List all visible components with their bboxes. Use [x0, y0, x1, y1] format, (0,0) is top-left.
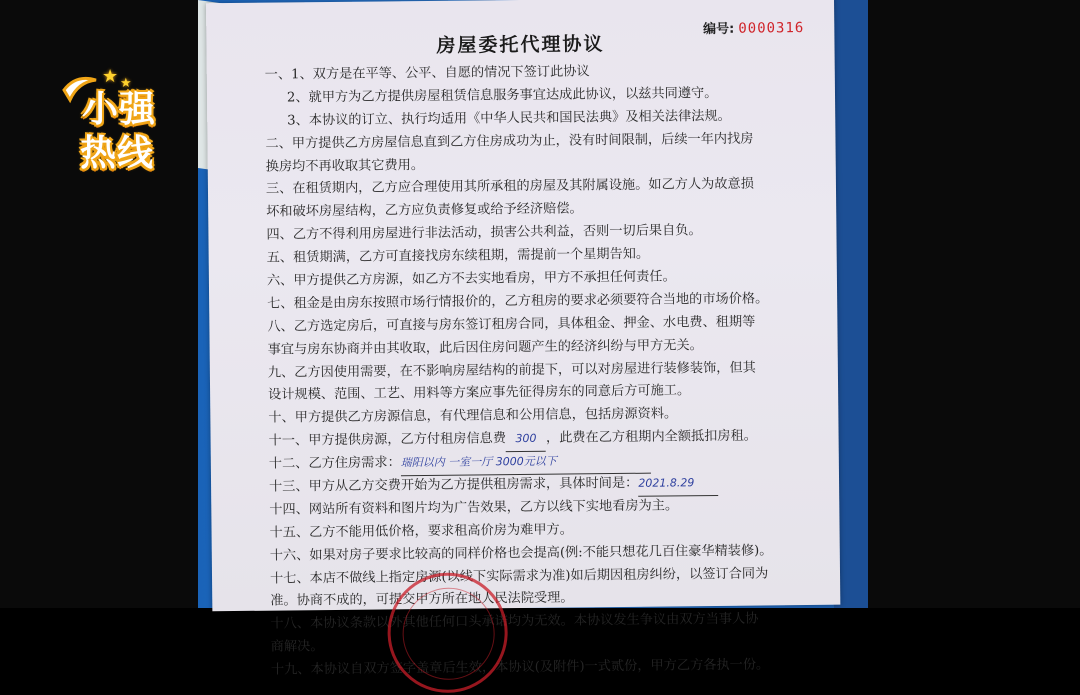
- star-icon: ★: [102, 66, 119, 87]
- clause-line: 2、就甲方为乙方提供房屋租赁信息服务事宜达成此协议，以兹共同遵守。: [286, 85, 718, 106]
- clause-line: 九、乙方因使用需要，在不影响房屋结构的前提下，可以对房屋进行装修装饰，但其: [267, 360, 756, 381]
- clause-line: 十八、本协议条款以外其他任何口头承诺均为无效。本协议发生争议由双方当事人协: [270, 611, 759, 633]
- clause-line: 十六、如果对房子要求比较高的同样价格也会提高(例:不能只想花几百住豪华精装修)。: [269, 543, 773, 564]
- clause-line: 十四、网站所有资料和图片均为广告效果，乙方以线下实地看房为主。: [269, 498, 679, 518]
- handwritten-requirement: 瑞阳以内 一室一厅 3000元以下: [401, 450, 651, 477]
- document-number-label: 编号:: [703, 21, 735, 38]
- clause-list: [265, 59, 816, 683]
- clause-line: 准。协商不成的，可提交甲方所在地人民法院受理。: [270, 590, 574, 610]
- clause-line: 十五、乙方不能用低价格，要求租高价房为难甲方。: [269, 522, 573, 541]
- clause-line: 十七、本店不做线上指定房源(以线下实际需求为准)如后期因租房纠纷，以签订合同为: [269, 566, 769, 587]
- clause-line: 七、租金是由房东按照市场行情报价的，乙方租房的要求必须要符合当地的市场价格。: [267, 291, 769, 312]
- time-clause-text: 十三、甲方从乙方交费开始为乙方提供租房需求，具体时间是：: [269, 475, 639, 495]
- clause-line: 设计规模、范围、工艺、用料等方案应事先征得房东的同意后方可施工。: [268, 383, 691, 404]
- logo-text-top: 小强: [82, 89, 157, 130]
- clause-line: 事宜与房东协商并由其收取，此后因住房问题产生的经济纠纷与甲方无关。: [267, 337, 703, 358]
- clause-line: 换房均不再收取其它费用。: [265, 157, 425, 175]
- red-seal-stamp: [387, 572, 508, 693]
- star-icon: ★: [120, 76, 132, 91]
- clause-line: 八、乙方选定房后，可直接与房东签订租房合同，具体租金、押金、水电费、租期等: [267, 314, 756, 335]
- handwritten-date: 2021.8.29: [638, 472, 718, 497]
- clause-line: 六、甲方提供乙方房源，如乙方不去实地看房，甲方不承担任何责任。: [266, 269, 676, 289]
- clause-line: 十、甲方提供乙方房源信息，有代理信息和公用信息，包括房源资料。: [268, 406, 678, 427]
- clause-line: 商解决。: [270, 639, 324, 655]
- requirement-clause-text: 十二、乙方住房需求：: [268, 455, 401, 472]
- red-seal-inner-ring: [402, 587, 495, 680]
- channel-logo: [52, 64, 170, 182]
- document-title: 房屋委托代理协议: [436, 33, 605, 57]
- clause-line: 五、租赁期满，乙方可直接找房东续租期，需提前一个星期告知。: [266, 246, 650, 266]
- fee-clause-text: 十一、甲方提供房源，乙方付租房信息费: [268, 431, 507, 449]
- clause-line: 二、甲方提供乙方房屋信息直到乙方住房成功为止，没有时间限制，后续一年内找房: [265, 131, 754, 152]
- clause-line: 四、乙方不得利用房屋进行非法活动，损害公共利益，否则一切后果自负。: [266, 223, 702, 243]
- clause-line: 3、本协议的订立、执行均适用《中华人民共和国民法典》及相关法律法规。: [287, 108, 731, 129]
- agreement-document: [206, 0, 840, 678]
- logo-text-bottom: 热线: [80, 133, 155, 174]
- document-number-value: 0000316: [738, 20, 805, 37]
- clause-line: 十九、本协议自双方签字盖章后生效，本协议(及附件)一式贰份，甲方乙方各执一份。: [270, 657, 770, 678]
- fee-clause-text-end: ，此费在乙方租期内全额抵扣房租。: [545, 428, 758, 447]
- handwritten-fee: 300: [506, 428, 546, 452]
- clause-line: 坏和破坏房屋结构，乙方应负责修复或给予经济赔偿。: [266, 201, 583, 221]
- clause-line: 一、1、双方是在平等、公平、自愿的情况下签订此协议: [264, 64, 590, 83]
- clause-line: 三、在租赁期内，乙方应合理使用其所承租的房屋及其附属设施。如乙方人为故意损: [265, 177, 754, 198]
